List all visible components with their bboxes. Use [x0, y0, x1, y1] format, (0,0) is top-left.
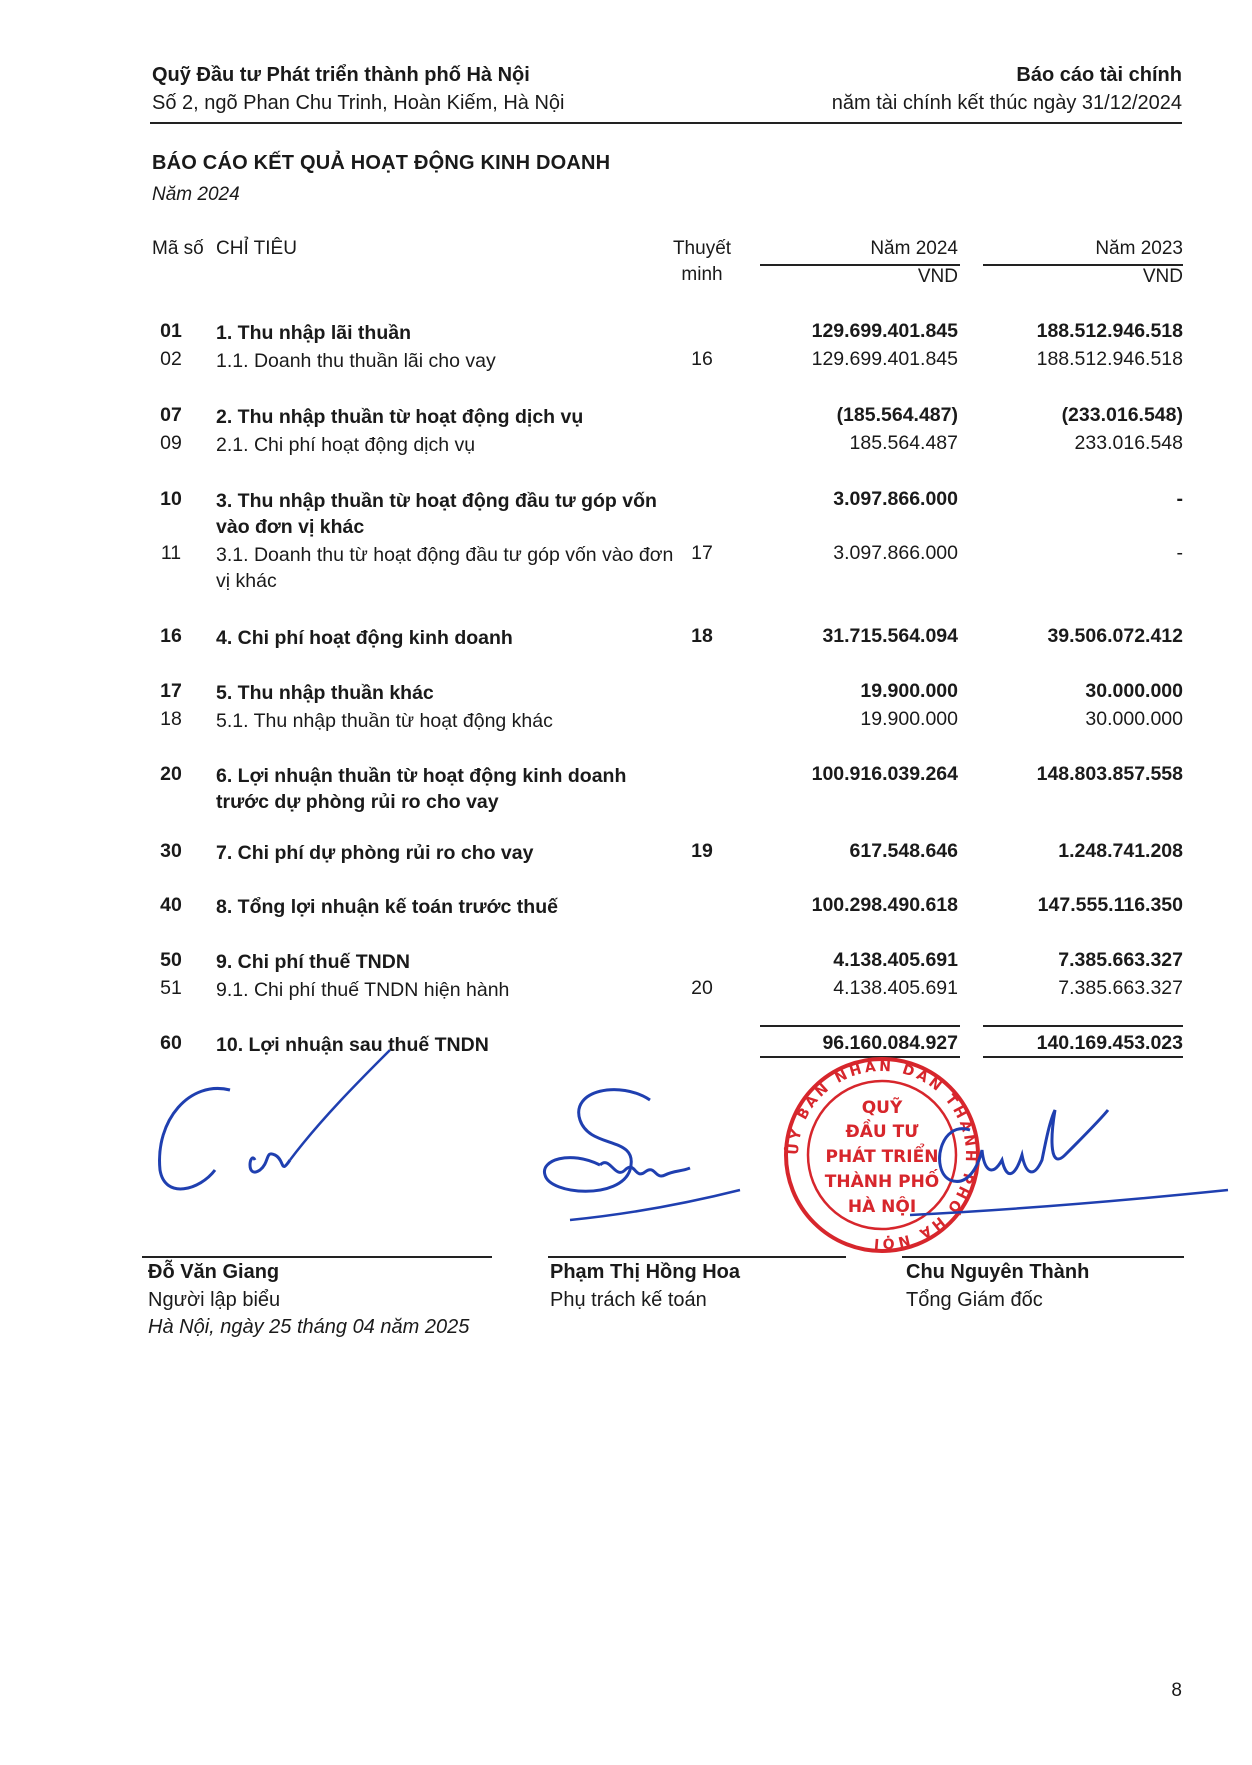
row-value-2024: 31.715.564.094 — [822, 625, 958, 647]
sig-name-director: Chu Nguyên Thành — [906, 1261, 1090, 1283]
report-subtitle: Năm 2024 — [152, 184, 240, 205]
total-top-rule-2024 — [760, 1025, 960, 1027]
sig-line-3 — [902, 1256, 1184, 1258]
row-value-2024: 19.900.000 — [860, 680, 958, 702]
row-code: 20 — [160, 763, 182, 785]
row-value-2023: 30.000.000 — [1085, 680, 1183, 702]
col-header-unit-2023: VND — [1142, 266, 1183, 287]
row-code: 30 — [160, 840, 182, 862]
row-note: 16 — [691, 348, 713, 370]
col-header-year-2023: Năm 2023 — [1095, 238, 1183, 259]
row-label: 5.1. Thu nhập thuần từ hoạt động khác — [216, 710, 553, 732]
row-value-2024: 19.900.000 — [860, 708, 958, 730]
row-value-2024: 96.160.084.927 — [822, 1032, 958, 1054]
row-code: 10 — [160, 488, 182, 510]
row-label: 5. Thu nhập thuần khác — [216, 682, 434, 704]
row-label: 7. Chi phí dự phòng rủi ro cho vay — [216, 842, 534, 864]
row-code: 09 — [160, 432, 182, 454]
row-value-2023: - — [1176, 542, 1183, 564]
row-value-2023: 30.000.000 — [1085, 708, 1183, 730]
row-label: 1.1. Doanh thu thuần lãi cho vay — [216, 350, 496, 372]
row-code: 17 — [160, 680, 182, 702]
col-header-code: Mã số — [152, 238, 204, 259]
row-note: 19 — [691, 840, 713, 862]
sig-line-2 — [548, 1256, 846, 1258]
col-header-year-2024: Năm 2024 — [870, 238, 958, 259]
row-label: 4. Chi phí hoạt động kinh doanh — [216, 627, 513, 649]
sig-role-director: Tổng Giám đốc — [906, 1289, 1043, 1311]
row-value-2023: 147.555.116.350 — [1037, 894, 1183, 916]
row-value-2024: 129.699.401.845 — [811, 320, 958, 342]
total-bottom-rule-2023 — [983, 1056, 1183, 1058]
row-label: 3. Thu nhập thuần từ hoạt động đầu tư góp vốn vào đơn vị khác — [216, 490, 657, 538]
row-code: 11 — [160, 542, 182, 564]
header-rule — [150, 122, 1182, 124]
row-value-2023: 188.512.946.518 — [1036, 348, 1183, 370]
row-label: 3.1. Doanh thu từ hoạt động đầu tư góp vốn vào đơn vị khác — [216, 544, 674, 592]
row-code: 51 — [160, 977, 182, 999]
row-value-2023: 7.385.663.327 — [1058, 949, 1183, 971]
svg-text:HÀ NỘI: HÀ NỘI — [847, 1197, 917, 1217]
svg-text:THÀNH PHỐ: THÀNH PHỐ — [824, 1172, 940, 1192]
row-value-2023: 233.016.548 — [1074, 432, 1183, 454]
row-code: 01 — [160, 320, 182, 342]
svg-text:ỦY BAN NHÂN DÂN THÀNH PHỐ HÀ N: ỦY BAN NHÂN DÂN THÀNH PHỐ HÀ NỘI — [785, 1058, 979, 1252]
row-label: 6. Lợi nhuận thuần từ hoạt động kinh doanh trước dự phòng rủi ro cho vay — [216, 765, 627, 813]
row-value-2024: 185.564.487 — [849, 432, 958, 454]
row-value-2024: 4.138.405.691 — [833, 949, 958, 971]
row-value-2023: 7.385.663.327 — [1058, 977, 1183, 999]
svg-text:ĐẦU TƯ: ĐẦU TƯ — [845, 1122, 919, 1142]
row-code: 60 — [160, 1032, 182, 1054]
row-code: 18 — [160, 708, 182, 730]
col-header-note-2: minh — [681, 264, 723, 285]
col-header-item: CHỈ TIÊU — [216, 238, 297, 259]
row-value-2024: 129.699.401.845 — [811, 348, 958, 370]
row-note: 18 — [691, 625, 713, 647]
signature-accountant — [540, 1080, 760, 1230]
row-note: 20 — [691, 977, 713, 999]
row-value-2024: 4.138.405.691 — [833, 977, 958, 999]
row-note: 17 — [691, 542, 713, 564]
row-value-2024: 3.097.866.000 — [833, 542, 958, 564]
row-label: 2.1. Chi phí hoạt động dịch vụ — [216, 434, 476, 456]
row-label: 1. Thu nhập lãi thuần — [216, 322, 411, 344]
sig-name-accountant: Phạm Thị Hồng Hoa — [550, 1261, 740, 1283]
date-line: Hà Nội, ngày 25 tháng 04 năm 2025 — [148, 1316, 470, 1338]
row-code: 50 — [160, 949, 182, 971]
row-label: 2. Thu nhập thuần từ hoạt động dịch vụ — [216, 406, 584, 428]
row-label: 10. Lợi nhuận sau thuế TNDN — [216, 1034, 489, 1056]
row-value-2024: (185.564.487) — [836, 404, 958, 426]
total-top-rule-2023 — [983, 1025, 1183, 1027]
sig-name-preparer: Đỗ Văn Giang — [148, 1261, 280, 1283]
signature-preparer — [150, 1050, 390, 1210]
col-header-unit-2024: VND — [917, 266, 958, 287]
row-value-2023: 188.512.946.518 — [1036, 320, 1183, 342]
row-value-2023: (233.016.548) — [1061, 404, 1183, 426]
row-value-2023: - — [1176, 488, 1183, 510]
row-code: 07 — [160, 404, 182, 426]
org-address: Số 2, ngõ Phan Chu Trinh, Hoàn Kiếm, Hà Nội — [152, 92, 565, 114]
row-value-2023: 148.803.857.558 — [1036, 763, 1183, 785]
sig-role-accountant: Phụ trách kế toán — [550, 1289, 707, 1311]
row-label: 8. Tổng lợi nhuận kế toán trước thuế — [216, 896, 558, 918]
col-header-note-1: Thuyết — [672, 238, 732, 259]
row-value-2024: 100.298.490.618 — [811, 894, 958, 916]
report-type: Báo cáo tài chính — [1016, 64, 1182, 86]
row-value-2024: 3.097.866.000 — [833, 488, 958, 510]
sig-role-preparer: Người lập biểu — [148, 1289, 281, 1311]
row-code: 02 — [160, 348, 182, 370]
report-period: năm tài chính kết thúc ngày 31/12/2024 — [831, 92, 1182, 114]
row-value-2023: 140.169.453.023 — [1036, 1032, 1183, 1054]
signature-director — [910, 1100, 1230, 1230]
svg-text:QUỸ: QUỸ — [861, 1098, 903, 1118]
report-title: BÁO CÁO KẾT QUẢ HOẠT ĐỘNG KINH DOANH — [152, 152, 611, 174]
page-number: 8 — [1171, 1680, 1182, 1701]
row-value-2023: 39.506.072.412 — [1047, 625, 1183, 647]
row-code: 40 — [160, 894, 182, 916]
row-label: 9. Chi phí thuế TNDN — [216, 951, 410, 973]
org-name: Quỹ Đầu tư Phát triển thành phố Hà Nội — [152, 64, 530, 86]
svg-text:PHÁT TRIỂN: PHÁT TRIỂN — [825, 1147, 939, 1167]
row-value-2024: 100.916.039.264 — [811, 763, 958, 785]
sig-line-1 — [142, 1256, 492, 1258]
row-label: 9.1. Chi phí thuế TNDN hiện hành — [216, 979, 510, 1001]
row-code: 16 — [160, 625, 182, 647]
row-value-2023: 1.248.741.208 — [1058, 840, 1183, 862]
row-value-2024: 617.548.646 — [849, 840, 958, 862]
